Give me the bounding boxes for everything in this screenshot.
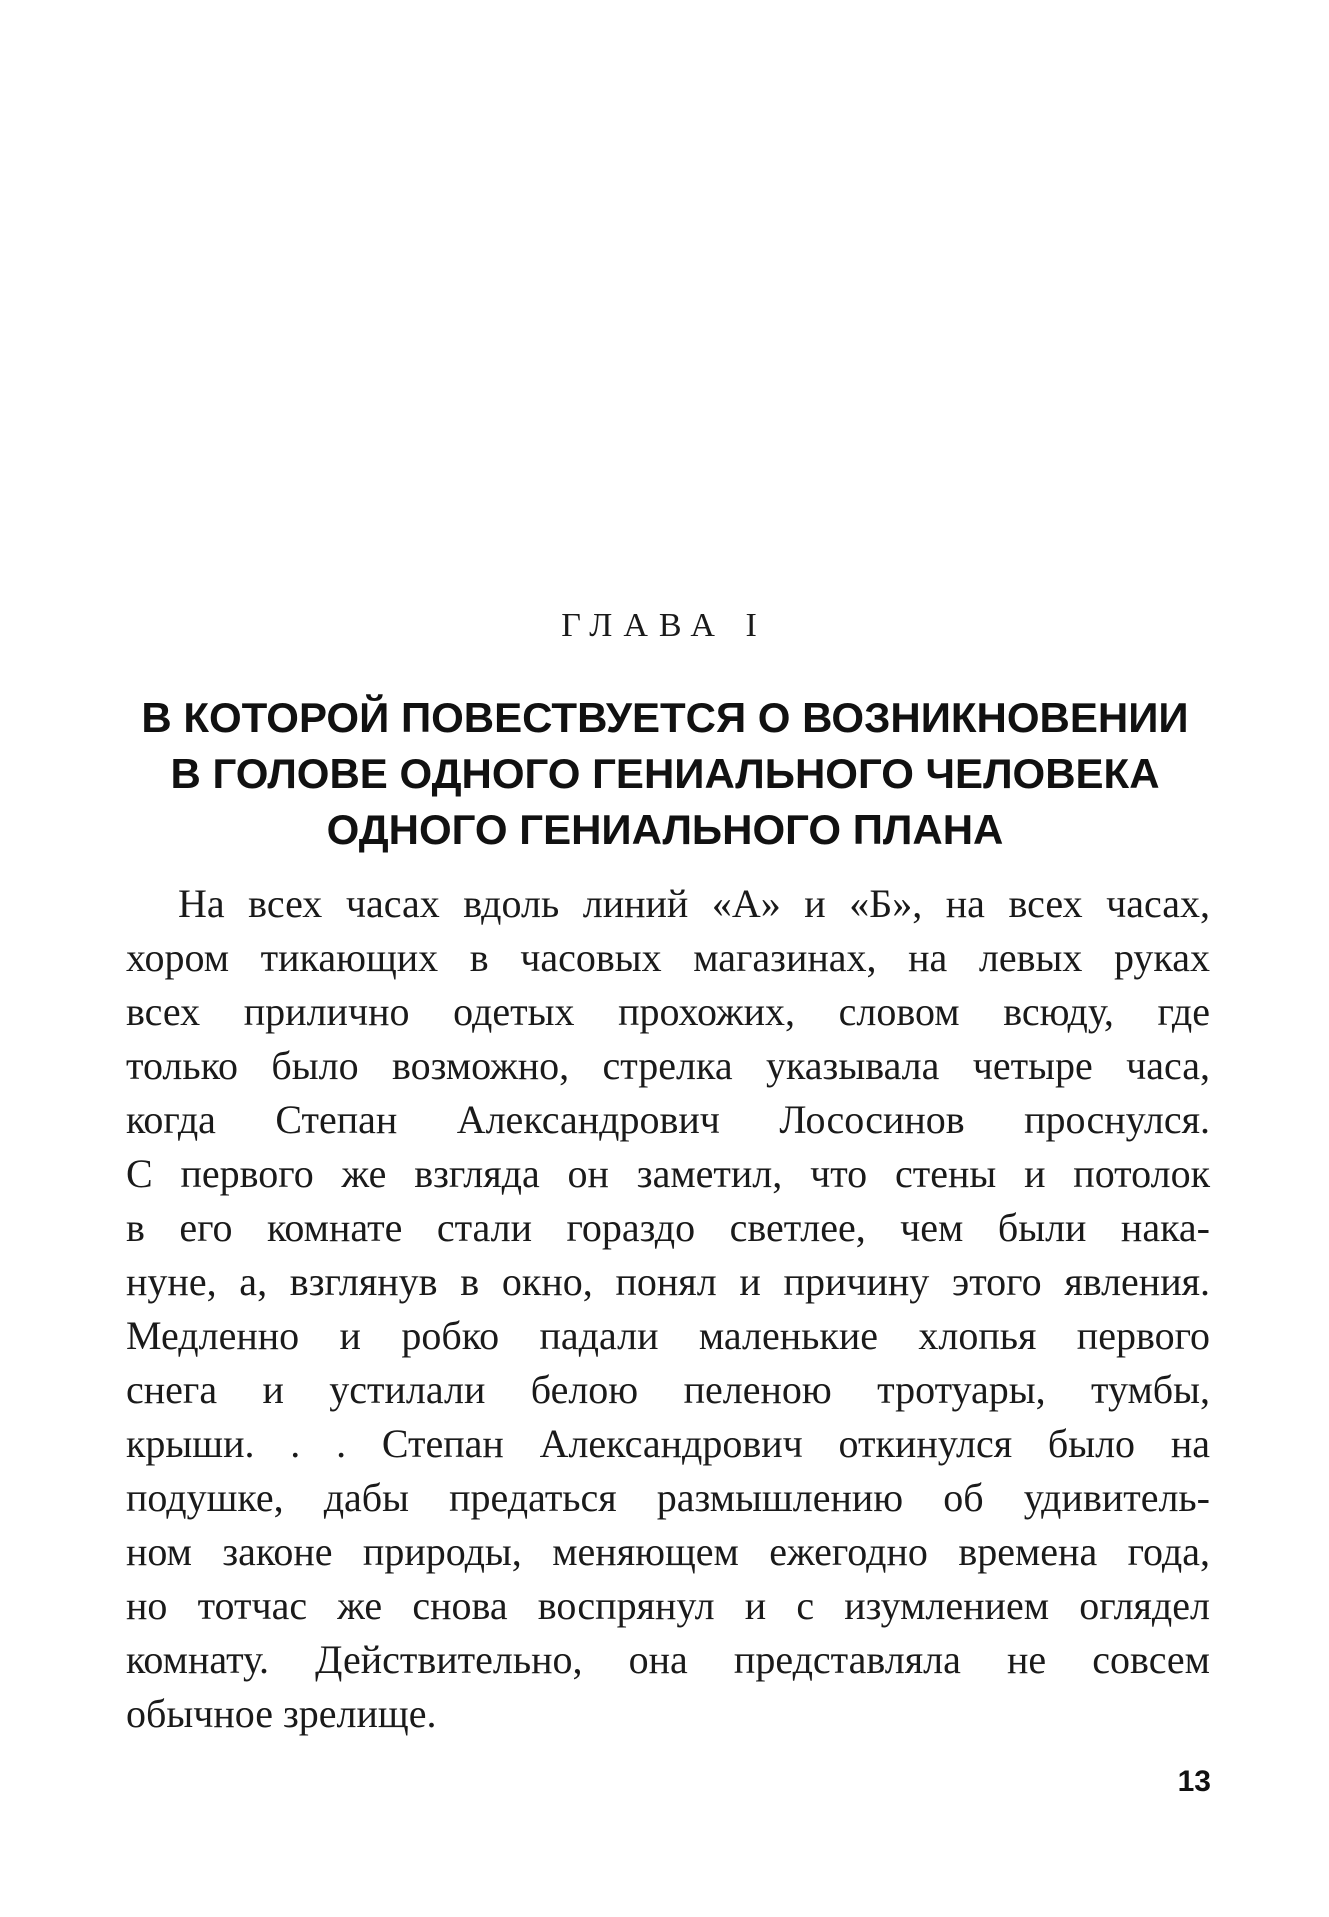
text-line: крыши. . . Степан Александрович откинулся было на [126, 1421, 1210, 1466]
text-line: всех прилично одетых прохожих, словом всюду, где [126, 989, 1210, 1034]
chapter-label: ГЛАВА I [561, 607, 768, 644]
text-line: только было возможно, стрелка указывала четыре часа, [126, 1043, 1210, 1088]
text-line: С первого же взгляда он заметил, что стены и потолок [126, 1151, 1210, 1196]
page-number: 13 [1177, 1765, 1211, 1798]
text-line: нуне, а, взглянув в окно, понял и причину этого явления. [126, 1259, 1210, 1304]
text-line: но тотчас же снова воспрянул и с изумлением оглядел [126, 1583, 1210, 1628]
chapter-title-line: В ГОЛОВЕ ОДНОГО ГЕНИАЛЬНОГО ЧЕЛОВЕКА [170, 750, 1160, 797]
text-line: На всех часах вдоль линий «А» и «Б», на всех часах, [178, 881, 1210, 926]
text-line: комнату. Действительно, она представляла не совсем [126, 1637, 1210, 1682]
body-paragraph [126, 877, 1210, 1741]
text-line: подушке, дабы предаться размышлению об удивитель- [126, 1475, 1210, 1520]
text-line: обычное зрелище. [126, 1691, 437, 1736]
chapter-title [120, 690, 1210, 858]
text-line: ном законе природы, меняющем ежегодно времена года, [126, 1529, 1210, 1574]
text-line: хором тикающих в часовых магазинах, на левых руках [126, 935, 1210, 980]
text-line: когда Степан Александрович Лососинов проснулся. [126, 1097, 1210, 1142]
chapter-title-line: В КОТОРОЙ ПОВЕСТВУЕТСЯ О ВОЗНИКНОВЕНИИ [141, 694, 1189, 741]
chapter-title-line: ОДНОГО ГЕНИАЛЬНОГО ПЛАНА [326, 806, 1004, 853]
text-line: снега и устилали белою пеленою тротуары, тумбы, [126, 1367, 1210, 1412]
text-line: в его комнате стали гораздо светлее, чем были нака- [126, 1205, 1210, 1250]
text-line: Медленно и робко падали маленькие хлопья первого [126, 1313, 1210, 1358]
